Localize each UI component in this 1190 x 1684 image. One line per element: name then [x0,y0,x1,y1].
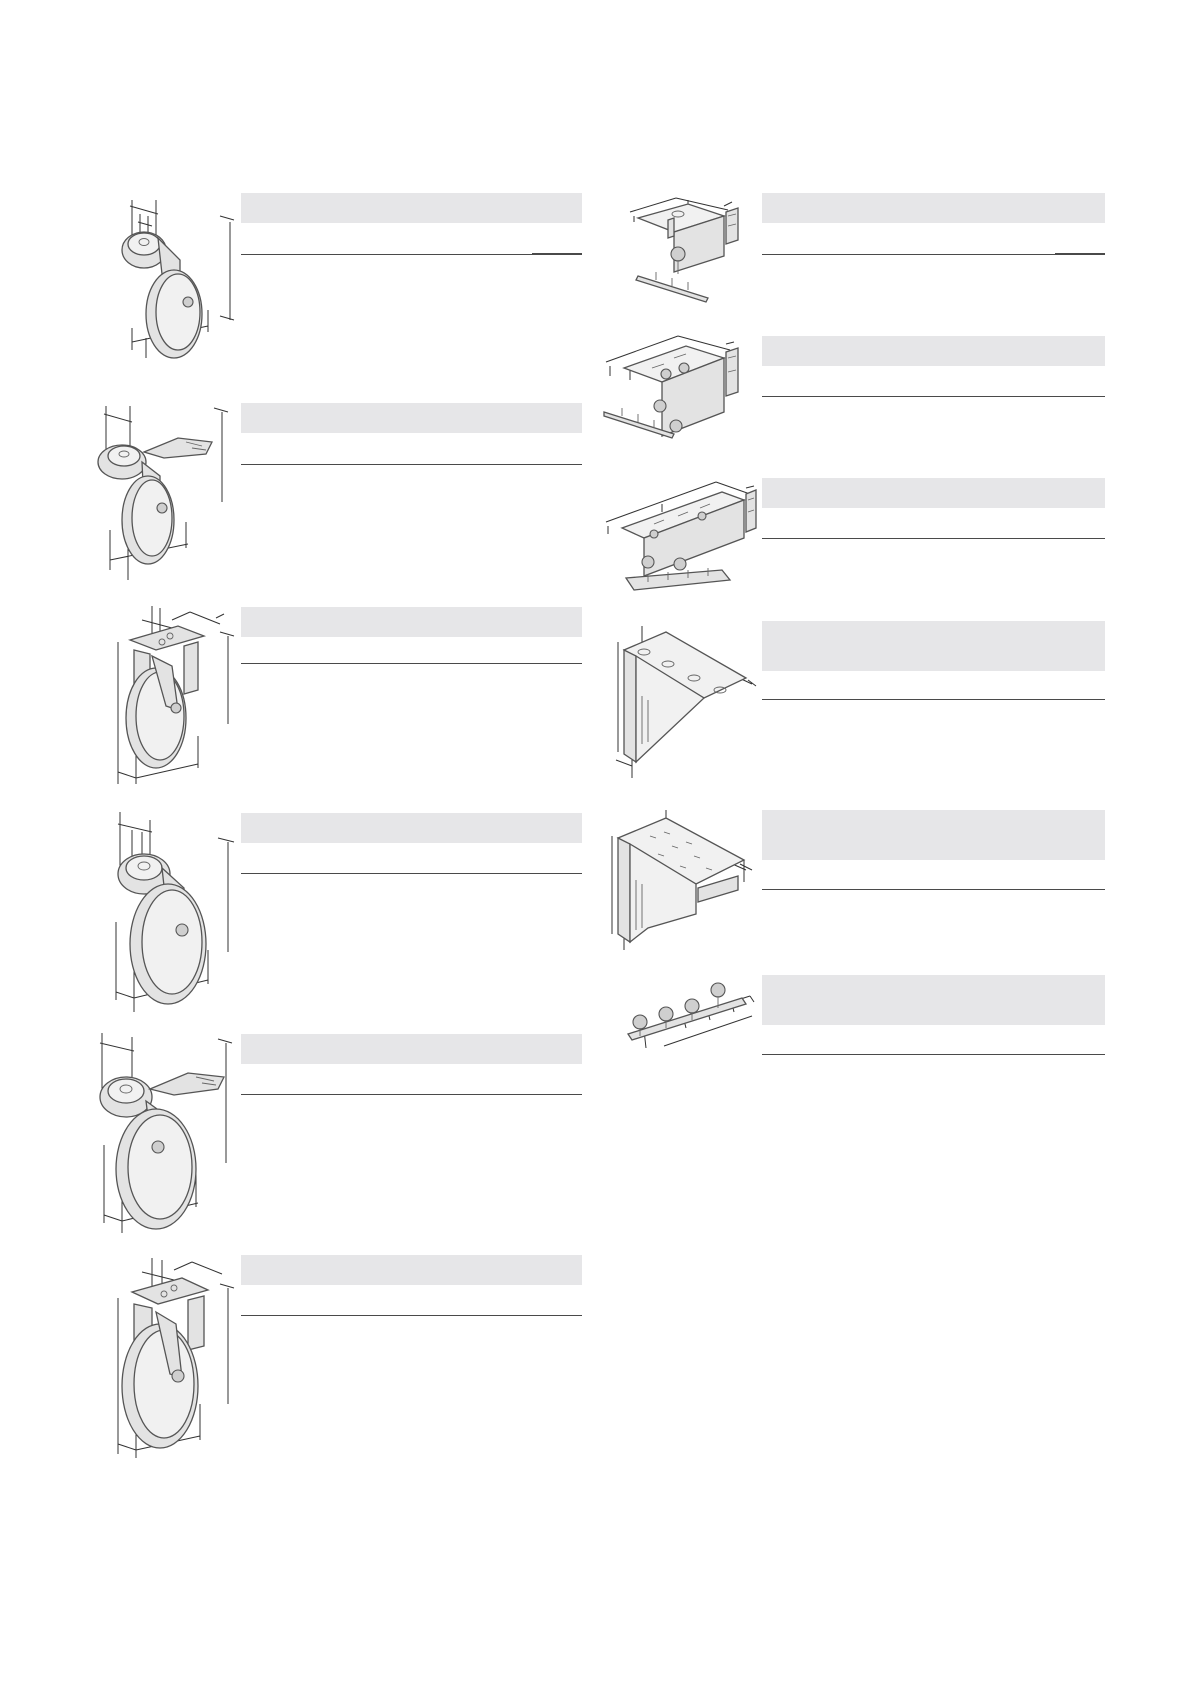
swivel-castor-drawing-icon [108,192,238,384]
title-band [762,621,1105,671]
angle-bracket-long-drawing-icon [604,476,756,600]
table-rule [241,1315,582,1316]
title-band [241,1255,582,1285]
angle-bracket-small-drawing-icon [628,190,756,312]
title-band [241,193,582,223]
table-rule [241,464,582,465]
table-rule [762,1054,1105,1055]
table-rule [762,889,1105,890]
title-band [241,813,582,843]
table-rule [762,254,1105,255]
title-band [762,810,1105,860]
table-rule [762,396,1105,397]
title-band [762,193,1105,223]
title-band [762,336,1105,366]
fixed-castor-large-drawing-icon [112,1258,238,1458]
title-band [762,975,1105,1025]
angle-bracket-plate-drawing-icon [606,810,756,950]
table-rule [762,538,1105,539]
title-band [762,478,1105,508]
swivel-castor-large-drawing-icon [110,812,238,1012]
table-rule [241,1094,582,1095]
table-rule [762,699,1105,700]
table-rule-accent [532,253,582,255]
title-band [241,607,582,637]
table-rule [241,663,582,664]
title-band [241,1034,582,1064]
title-band [241,403,582,433]
table-rule [241,254,582,255]
swivel-castor-brake-drawing-icon [88,402,238,582]
angle-bracket-large-drawing-icon [614,626,756,778]
fixed-castor-drawing-icon [112,606,238,784]
table-rule-accent [1055,253,1105,255]
table-rule [241,873,582,874]
swivel-castor-brake-large-drawing-icon [96,1033,238,1233]
slot-nut-bar-drawing-icon [624,968,756,1060]
angle-bracket-medium-drawing-icon [604,330,756,442]
